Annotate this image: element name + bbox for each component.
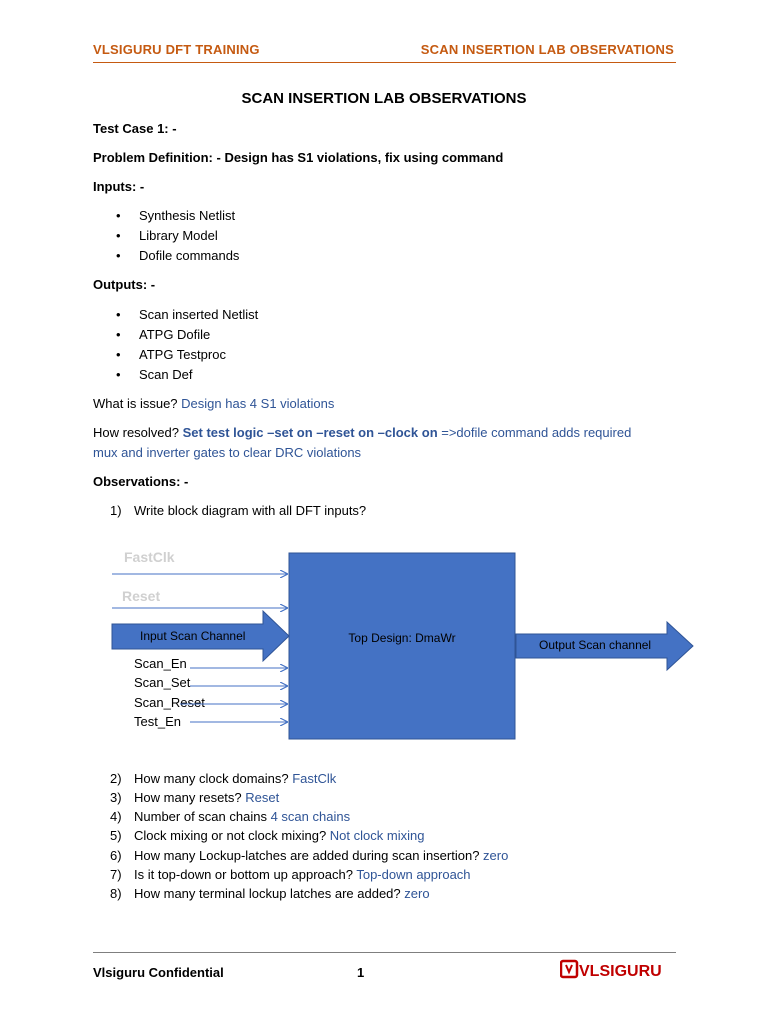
question-line [134,886,430,901]
fastclk-label: FastClk [124,549,175,565]
bullet-icon: • [116,367,121,382]
question-line [134,809,350,824]
test-en-label: Test_En [134,714,181,729]
output-item: Scan Def [139,367,193,382]
question-line [134,790,279,805]
bullet-icon: • [116,347,121,362]
inputs-label: Inputs: - [93,179,145,194]
output-item: ATPG Testproc [139,347,226,362]
question-text: How many resets? [134,790,246,805]
question-number: 2) [110,771,122,786]
test-case-label: Test Case 1: - [93,121,177,136]
question-text: How many clock domains? [134,771,293,786]
question-text: How many terminal lockup latches are added? [134,886,405,901]
output-item: ATPG Dofile [139,327,211,342]
top-design-box [289,553,515,739]
question-line [134,771,336,786]
block-diagram [0,540,768,740]
outputs-label: Outputs: - [93,277,156,292]
answer-text: zero [404,886,430,901]
answer-text: FastClk [292,771,337,786]
input-item: Library Model [139,228,218,243]
bullet-icon: • [116,327,121,342]
question-number: 5) [110,828,122,843]
scan-set-label: Scan_Set [134,675,191,690]
question-number: 7) [110,867,122,882]
resolved-command: Set test logic –set on –reset on –clock on [182,425,438,440]
logo-text: VLSIGURU [579,963,662,980]
scan-reset-label: Scan_Reset [134,695,205,710]
question-text: Clock mixing or not clock mixing? [134,828,330,843]
bullet-icon: • [116,228,121,243]
answer-text: Not clock mixing [329,828,425,843]
question-text: Is it top-down or bottom up approach? [134,867,357,882]
input-item: Synthesis Netlist [139,208,236,223]
resolved-question: How resolved? [93,425,183,440]
question-number: 3) [110,790,122,805]
bullet-icon: • [116,307,121,322]
header-left: VLSIGURU DFT TRAINING [93,42,260,57]
vlsiguru-logo [560,958,676,982]
input-item: Dofile commands [139,248,240,263]
answer-text: zero [483,848,509,863]
scan-en-label: Scan_En [134,656,187,671]
issue-question: What is issue? [93,396,182,411]
header-right: SCAN INSERTION LAB OBSERVATIONS [420,42,674,57]
bullet-icon: • [116,248,121,263]
footer-divider [93,952,676,953]
answer-text: Reset [245,790,280,805]
resolved-continuation: mux and inverter gates to clear DRC violations [93,445,362,460]
footer-confidential: Vlsiguru Confidential [93,965,224,980]
question-number: 4) [110,809,122,824]
answer-text: 4 scan chains [270,809,351,824]
top-design-label: Top Design: DmaWr [348,631,456,645]
logo-mark-icon [561,961,577,977]
page-title: SCAN INSERTION LAB OBSERVATIONS [241,90,527,107]
output-item: Scan inserted Netlist [139,307,259,322]
reset-label: Reset [122,588,161,604]
logo-v-icon [566,965,572,972]
resolved-rest: =>dofile command adds required [437,425,632,440]
question-line [134,828,424,843]
input-scan-channel-label: Input Scan Channel [140,629,246,643]
observations-label: Observations: - [93,474,189,489]
page-number: 1 [357,965,365,980]
answer-text: Top-down approach [356,867,471,882]
question-number: 8) [110,886,122,901]
header-divider [93,62,676,63]
question-text: Write block diagram with all DFT inputs? [134,503,367,518]
issue-answer: Design has 4 S1 violations [181,396,335,411]
question-text: How many Lockup-latches are added during scan insertion? [134,848,484,863]
question-text: Number of scan chains [134,809,271,824]
question-number: 1) [110,503,122,518]
problem-definition: Problem Definition: - Design has S1 violations, fix using command [93,150,504,165]
output-scan-channel-label: Output Scan channel [539,638,652,652]
issue-line [93,396,334,411]
resolved-line [93,425,631,440]
question-line [134,848,508,863]
question-number: 6) [110,848,122,863]
bullet-icon: • [116,208,121,223]
question-line [134,867,471,882]
